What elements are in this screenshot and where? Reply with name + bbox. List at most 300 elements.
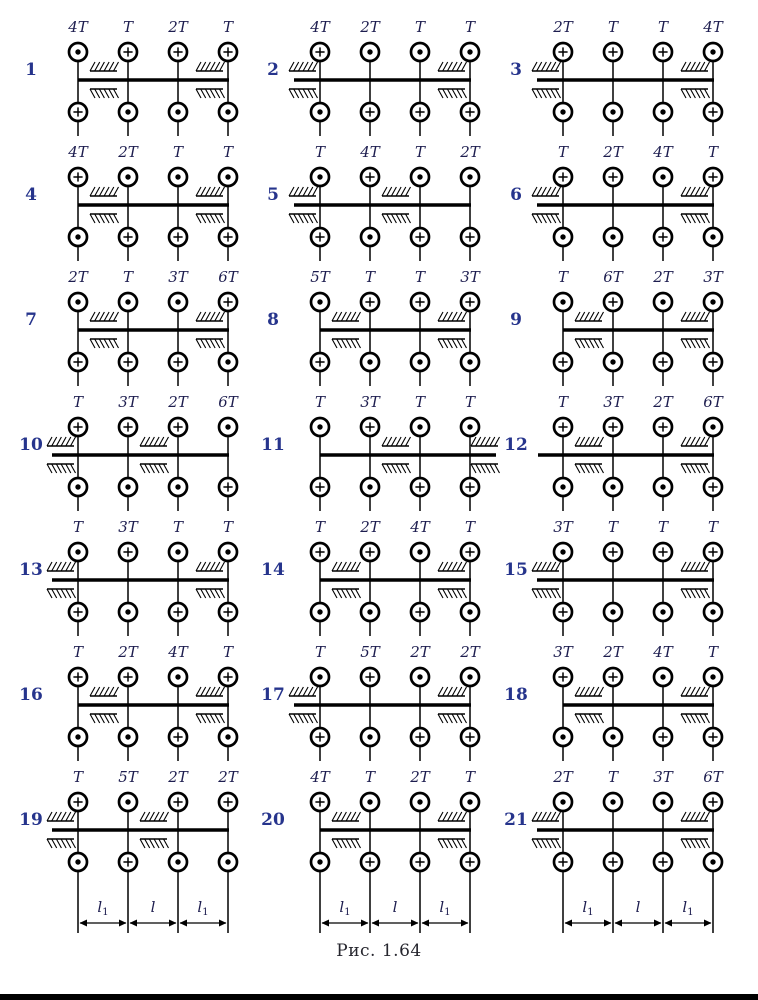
- hatch-line: [196, 89, 201, 98]
- torque-cross-marker: [219, 478, 237, 496]
- hatch-line: [215, 589, 220, 598]
- hatch-line: [686, 89, 691, 98]
- torque-dot-marker: [219, 103, 237, 121]
- hatch-line: [149, 812, 154, 821]
- hatch-line: [551, 562, 556, 571]
- hatch-line: [382, 464, 387, 473]
- hatch-line: [215, 89, 220, 98]
- hatch-line: [462, 89, 467, 98]
- hatch-line: [95, 339, 100, 348]
- hatch-line: [294, 62, 299, 71]
- torque-dot-marker: [554, 543, 572, 561]
- hatch-line: [341, 589, 346, 598]
- bearing-support-hatch: [681, 464, 710, 473]
- hatch-line: [164, 839, 169, 848]
- hatch-line: [351, 312, 356, 321]
- bearing-support-hatch: [140, 812, 169, 821]
- bearing-support-hatch: [382, 464, 411, 473]
- scheme-number: 13: [19, 560, 43, 580]
- torque-dot-marker: [219, 168, 237, 186]
- hatch-line: [201, 589, 206, 598]
- hatch-line: [490, 464, 495, 473]
- arrowhead-left: [372, 920, 380, 927]
- bearing-support-hatch: [90, 62, 119, 71]
- hatch-line: [541, 62, 546, 71]
- hatch-line: [210, 89, 215, 98]
- torque-cross-marker: [311, 543, 329, 561]
- hatch-line: [205, 562, 210, 571]
- hatch-line: [443, 687, 448, 696]
- hatch-line: [220, 89, 225, 98]
- scheme-number: 8: [267, 310, 279, 330]
- torque-label: 4T: [68, 18, 88, 36]
- hatch-line: [205, 687, 210, 696]
- hatch-line: [546, 562, 551, 571]
- torque-dot-marker: [704, 418, 722, 436]
- hatch-line: [556, 89, 561, 98]
- arrowhead-right: [119, 920, 127, 927]
- hatch-line: [599, 312, 604, 321]
- hatch-line: [308, 687, 313, 696]
- hatch-line: [332, 312, 337, 321]
- hatch-line: [681, 187, 686, 196]
- hatch-line: [201, 187, 206, 196]
- torque-label: 2T: [168, 18, 188, 36]
- hatch-line: [686, 62, 691, 71]
- torque-dot-marker: [169, 853, 187, 871]
- torque-cross-marker: [461, 293, 479, 311]
- hatch-line: [109, 214, 114, 223]
- scheme-number: 19: [19, 810, 43, 830]
- hatch-line: [599, 714, 604, 723]
- torque-cross-marker: [654, 728, 672, 746]
- hatch-line: [546, 839, 551, 848]
- hatch-line: [546, 187, 551, 196]
- torque-label: T: [657, 18, 669, 36]
- torque-cross-marker: [654, 353, 672, 371]
- torque-cross-marker: [219, 668, 237, 686]
- hatch-line: [210, 312, 215, 321]
- hatch-line: [71, 589, 76, 598]
- hatch-line: [109, 62, 114, 71]
- hatch-line: [695, 214, 700, 223]
- hatch-line: [104, 62, 109, 71]
- hatch-line: [546, 589, 551, 598]
- bearing-support-hatch: [289, 62, 318, 71]
- torque-dot-marker: [69, 478, 87, 496]
- hatch-line: [532, 562, 537, 571]
- hatch-line: [686, 589, 691, 598]
- torque-dot-marker: [411, 793, 429, 811]
- hatch-line: [114, 187, 119, 196]
- hatch-line: [140, 839, 145, 848]
- hatch-line: [551, 62, 556, 71]
- torque-cross-marker: [411, 228, 429, 246]
- torque-cross-marker: [361, 543, 379, 561]
- bearing-support-hatch: [332, 339, 361, 348]
- page-bottom-border: [0, 994, 758, 1000]
- scheme-number: 1: [25, 60, 37, 80]
- torque-dot-marker: [219, 853, 237, 871]
- hatch-line: [387, 437, 392, 446]
- hatch-line: [61, 562, 66, 571]
- torque-label: 2T: [410, 643, 430, 661]
- torque-label: 3T: [653, 768, 673, 786]
- torque-dot-marker: [461, 668, 479, 686]
- torque-cross-marker: [461, 728, 479, 746]
- torque-cross-marker: [169, 418, 187, 436]
- dimension-label: l: [150, 898, 156, 916]
- hatch-line: [303, 687, 308, 696]
- hatch-line: [210, 339, 215, 348]
- torque-label: T: [172, 143, 184, 161]
- torque-label: T: [122, 18, 134, 36]
- hatch-line: [485, 464, 490, 473]
- hatch-line: [580, 312, 585, 321]
- torque-label: T: [707, 518, 719, 536]
- torque-cross-marker: [119, 853, 137, 871]
- hatch-line: [700, 339, 705, 348]
- torque-label: 4T: [68, 143, 88, 161]
- hatch-line: [584, 312, 589, 321]
- scheme-number: 7: [25, 310, 37, 330]
- hatch-line: [109, 89, 114, 98]
- hatch-line: [387, 464, 392, 473]
- torque-dot-marker: [69, 853, 87, 871]
- torque-label: 2T: [168, 768, 188, 786]
- torque-label: T: [464, 518, 476, 536]
- torque-label: 3T: [168, 268, 188, 286]
- hatch-line: [95, 714, 100, 723]
- hatch-line: [705, 187, 710, 196]
- hatch-line: [401, 187, 406, 196]
- hatch-line: [700, 687, 705, 696]
- hatch-line: [346, 339, 351, 348]
- torque-dot-marker: [554, 293, 572, 311]
- hatch-line: [114, 714, 119, 723]
- hatch-line: [556, 562, 561, 571]
- dimension-label: $l_1$: [339, 898, 351, 918]
- hatch-line: [480, 464, 485, 473]
- hatch-line: [690, 714, 695, 723]
- hatch-line: [332, 562, 337, 571]
- torque-label: T: [464, 18, 476, 36]
- hatch-line: [104, 687, 109, 696]
- torque-cross-marker: [219, 228, 237, 246]
- hatch-line: [47, 589, 52, 598]
- hatch-line: [56, 812, 61, 821]
- hatch-line: [401, 464, 406, 473]
- torque-cross-marker: [69, 353, 87, 371]
- torque-label: T: [414, 18, 426, 36]
- hatch-line: [599, 687, 604, 696]
- torque-label: T: [172, 518, 184, 536]
- hatch-line: [686, 714, 691, 723]
- scheme-16: [18, 643, 256, 768]
- torque-label: 2T: [118, 643, 138, 661]
- hatch-line: [396, 464, 401, 473]
- hatch-line: [95, 214, 100, 223]
- hatch-line: [551, 214, 556, 223]
- hatch-line: [476, 464, 481, 473]
- scheme-15: [503, 518, 741, 643]
- hatch-line: [452, 339, 457, 348]
- torque-label: 6T: [218, 393, 238, 411]
- hatch-line: [457, 589, 462, 598]
- bearing-support-hatch: [196, 589, 225, 598]
- hatch-line: [196, 339, 201, 348]
- hatch-line: [452, 562, 457, 571]
- arrowhead-right: [654, 920, 662, 927]
- hatch-line: [52, 437, 57, 446]
- hatch-line: [695, 714, 700, 723]
- hatch-line: [66, 437, 71, 446]
- hatch-line: [681, 714, 686, 723]
- torque-dot-marker: [311, 853, 329, 871]
- torque-dot-marker: [119, 293, 137, 311]
- hatch-line: [205, 339, 210, 348]
- hatch-line: [61, 839, 66, 848]
- hatch-line: [537, 89, 542, 98]
- arrowhead-right: [704, 920, 712, 927]
- scheme-9: [503, 268, 741, 393]
- hatch-line: [56, 839, 61, 848]
- hatch-line: [690, 464, 695, 473]
- hatch-line: [201, 714, 206, 723]
- torque-cross-marker: [311, 793, 329, 811]
- scheme-number: 5: [267, 185, 279, 205]
- hatch-line: [443, 339, 448, 348]
- torque-cross-marker: [169, 793, 187, 811]
- torque-label: T: [122, 268, 134, 286]
- hatch-line: [438, 339, 443, 348]
- torque-cross-marker: [69, 668, 87, 686]
- torque-label: T: [414, 393, 426, 411]
- torque-label: 3T: [703, 268, 723, 286]
- hatch-line: [164, 812, 169, 821]
- torque-dot-marker: [604, 103, 622, 121]
- hatch-line: [700, 214, 705, 223]
- hatch-line: [159, 812, 164, 821]
- torque-cross-marker: [361, 293, 379, 311]
- hatch-line: [215, 714, 220, 723]
- hatch-line: [406, 187, 411, 196]
- torque-cross-marker: [361, 418, 379, 436]
- hatch-line: [201, 562, 206, 571]
- hatch-line: [695, 812, 700, 821]
- torque-dot-marker: [654, 293, 672, 311]
- hatch-line: [196, 687, 201, 696]
- torque-cross-marker: [119, 668, 137, 686]
- hatch-line: [406, 214, 411, 223]
- torque-cross-marker: [704, 353, 722, 371]
- torque-cross-marker: [461, 103, 479, 121]
- hatch-line: [594, 339, 599, 348]
- hatch-line: [303, 187, 308, 196]
- torque-cross-marker: [554, 853, 572, 871]
- hatch-line: [341, 839, 346, 848]
- scheme-number: 21: [504, 810, 528, 830]
- hatch-line: [452, 714, 457, 723]
- hatch-line: [289, 187, 294, 196]
- hatch-line: [681, 589, 686, 598]
- torque-dot-marker: [311, 603, 329, 621]
- hatch-line: [584, 437, 589, 446]
- torque-label: T: [72, 768, 84, 786]
- hatch-line: [406, 464, 411, 473]
- torque-dot-marker: [654, 478, 672, 496]
- hatch-line: [438, 589, 443, 598]
- dimension-label: $l_1$: [682, 898, 694, 918]
- hatch-line: [705, 589, 710, 598]
- torque-dot-marker: [704, 43, 722, 61]
- hatch-line: [215, 562, 220, 571]
- torque-cross-marker: [704, 793, 722, 811]
- torque-label: 5T: [118, 768, 138, 786]
- torque-label: 2T: [360, 518, 380, 536]
- scheme-number: 12: [504, 435, 528, 455]
- hatch-line: [341, 562, 346, 571]
- torque-cross-marker: [604, 293, 622, 311]
- hatch-line: [294, 187, 299, 196]
- hatch-line: [537, 62, 542, 71]
- hatch-line: [391, 437, 396, 446]
- hatch-line: [551, 589, 556, 598]
- hatch-line: [594, 714, 599, 723]
- torque-dot-marker: [361, 228, 379, 246]
- torque-cross-marker: [411, 603, 429, 621]
- torque-cross-marker: [119, 43, 137, 61]
- hatch-line: [580, 714, 585, 723]
- bearing-support-hatch: [471, 464, 500, 473]
- hatch-line: [104, 339, 109, 348]
- hatch-line: [537, 214, 542, 223]
- hatch-line: [462, 812, 467, 821]
- hatch-line: [462, 339, 467, 348]
- hatch-line: [438, 687, 443, 696]
- torque-label: T: [657, 518, 669, 536]
- torque-dot-marker: [119, 793, 137, 811]
- torque-dot-marker: [604, 478, 622, 496]
- hatch-line: [452, 839, 457, 848]
- hatch-line: [205, 312, 210, 321]
- hatch-line: [681, 437, 686, 446]
- hatch-line: [686, 562, 691, 571]
- bearing-support-hatch: [90, 187, 119, 196]
- torque-dot-marker: [654, 793, 672, 811]
- torque-cross-marker: [69, 418, 87, 436]
- hatch-line: [201, 214, 206, 223]
- hatch-line: [705, 562, 710, 571]
- hatch-line: [705, 89, 710, 98]
- torque-dot-marker: [169, 168, 187, 186]
- torque-label: 6T: [603, 268, 623, 286]
- hatch-line: [495, 437, 500, 446]
- hatch-line: [556, 214, 561, 223]
- hatch-line: [537, 187, 542, 196]
- torque-label: 2T: [168, 393, 188, 411]
- scheme-13: [18, 518, 256, 643]
- torque-label: 2T: [460, 143, 480, 161]
- hatch-line: [90, 62, 95, 71]
- hatch-line: [438, 714, 443, 723]
- torque-dot-marker: [704, 603, 722, 621]
- bearing-support-hatch: [681, 312, 710, 321]
- scheme-number: 15: [504, 560, 528, 580]
- torque-dot-marker: [411, 668, 429, 686]
- hatch-line: [556, 812, 561, 821]
- hatch-line: [447, 312, 452, 321]
- bearing-support-hatch: [140, 839, 169, 848]
- torque-cross-marker: [461, 543, 479, 561]
- bearing-support-hatch: [289, 214, 318, 223]
- hatch-line: [337, 589, 342, 598]
- hatch-line: [401, 437, 406, 446]
- hatch-line: [114, 687, 119, 696]
- hatch-line: [551, 89, 556, 98]
- hatch-line: [443, 839, 448, 848]
- scheme-5: [260, 143, 498, 268]
- hatch-line: [303, 62, 308, 71]
- hatch-line: [313, 687, 318, 696]
- hatch-line: [700, 187, 705, 196]
- hatch-line: [532, 839, 537, 848]
- hatch-line: [541, 812, 546, 821]
- torque-dot-marker: [554, 793, 572, 811]
- torque-cross-marker: [604, 668, 622, 686]
- hatch-line: [457, 89, 462, 98]
- hatch-line: [471, 464, 476, 473]
- bearing-support-hatch: [90, 312, 119, 321]
- hatch-line: [452, 812, 457, 821]
- hatch-line: [457, 714, 462, 723]
- hatch-line: [215, 339, 220, 348]
- torque-dot-marker: [169, 478, 187, 496]
- torque-dot-marker: [361, 353, 379, 371]
- bearing-support-hatch: [90, 339, 119, 348]
- hatch-line: [700, 62, 705, 71]
- scheme-number: 18: [504, 685, 528, 705]
- torque-cross-marker: [119, 418, 137, 436]
- torque-cross-marker: [554, 353, 572, 371]
- hatch-line: [220, 312, 225, 321]
- torque-dot-marker: [311, 418, 329, 436]
- hatch-line: [298, 714, 303, 723]
- bearing-support-hatch: [681, 839, 710, 848]
- hatch-line: [457, 562, 462, 571]
- torque-label: 6T: [703, 768, 723, 786]
- torque-dot-marker: [461, 43, 479, 61]
- hatch-line: [351, 589, 356, 598]
- hatch-line: [537, 562, 542, 571]
- hatch-line: [705, 812, 710, 821]
- hatch-line: [541, 589, 546, 598]
- hatch-line: [401, 214, 406, 223]
- hatch-line: [537, 589, 542, 598]
- hatch-line: [220, 687, 225, 696]
- torque-cross-marker: [411, 728, 429, 746]
- torque-cross-marker: [654, 418, 672, 436]
- hatch-line: [447, 562, 452, 571]
- torque-dot-marker: [169, 543, 187, 561]
- hatch-line: [154, 839, 159, 848]
- hatch-line: [556, 62, 561, 71]
- hatch-line: [215, 214, 220, 223]
- torque-dot-marker: [119, 478, 137, 496]
- torque-label: T: [364, 768, 376, 786]
- bearing-support-hatch: [532, 812, 561, 821]
- torque-label: T: [414, 143, 426, 161]
